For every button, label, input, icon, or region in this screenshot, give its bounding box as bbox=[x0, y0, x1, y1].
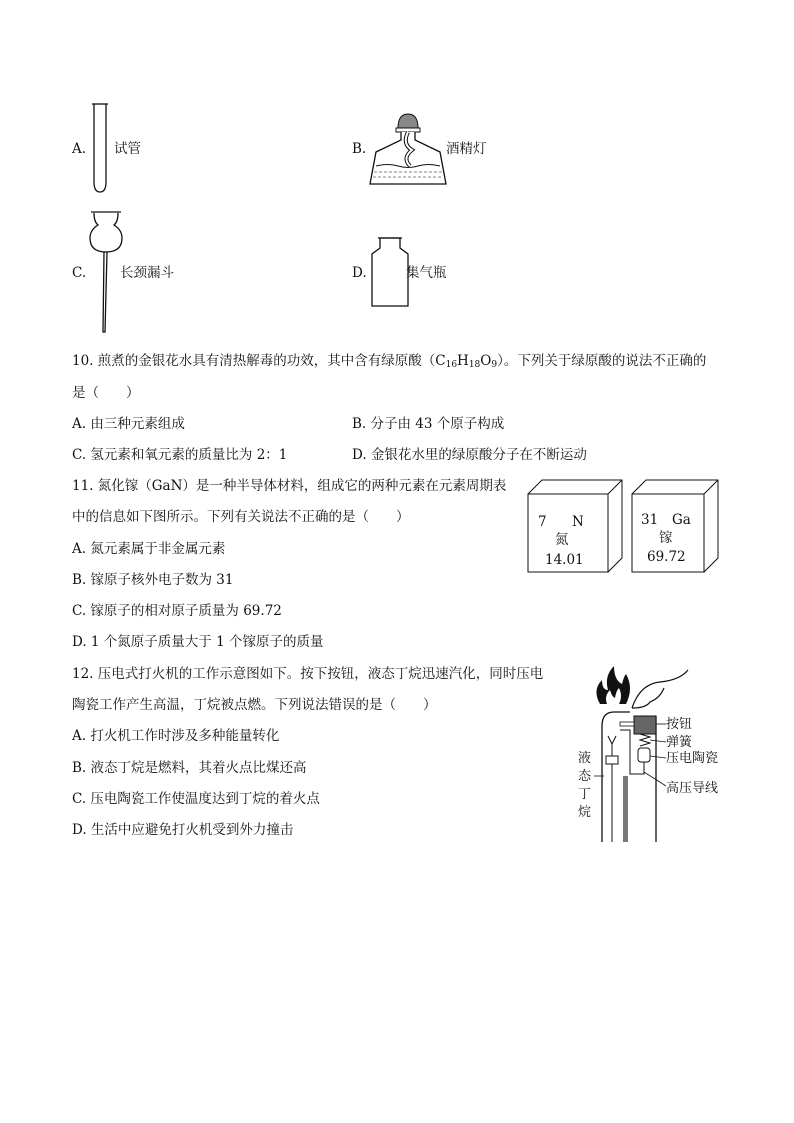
q12-stem-line2: 陶瓷工作产生高温，丁烷被点燃。下列说法错误的是（ ） bbox=[72, 697, 437, 713]
element-ga-name: 镓 bbox=[659, 530, 673, 546]
option-c-label: 长颈漏斗 bbox=[120, 265, 174, 281]
alcohol-lamp-icon bbox=[368, 108, 450, 190]
test-tube-icon bbox=[86, 100, 116, 195]
q11-option-c: C. 镓原子的相对原子质量为 69.72 bbox=[72, 603, 282, 619]
q12-option-d: D. 生活中应避免打火机受到外力撞击 bbox=[72, 822, 294, 838]
option-b-label: 酒精灯 bbox=[446, 141, 487, 157]
label-butane-4: 烷 bbox=[578, 805, 592, 820]
q10-sub-o: 9 bbox=[491, 360, 498, 370]
element-n-symbol: N bbox=[572, 514, 584, 530]
label-piezo: 压电陶瓷 bbox=[666, 751, 719, 766]
q10-option-c: C. 氢元素和氧元素的质量比为 2：1 bbox=[72, 447, 288, 463]
label-wire: 高压导线 bbox=[666, 781, 719, 796]
q10-stem-line2: 是（ ） bbox=[72, 385, 140, 401]
q10-stem-line1 bbox=[72, 352, 706, 374]
q12-option-b: B. 液态丁烷是燃料，其着火点比煤还高 bbox=[72, 760, 307, 776]
element-n-mass: 14.01 bbox=[545, 552, 584, 568]
element-ga-number: 31 bbox=[641, 512, 659, 528]
element-ga-mass: 69.72 bbox=[647, 549, 686, 565]
label-butane-2: 态 bbox=[578, 769, 592, 784]
q10-stem-pre: 10. 煎煮的金银花水具有清热解毒的功效，其中含有绿原酸（C bbox=[72, 353, 446, 369]
q10-option-b: B. 分子由 43 个原子构成 bbox=[352, 416, 505, 432]
q12-option-a: A. 打火机工作时涉及多种能量转化 bbox=[72, 728, 280, 744]
option-b-letter: B. bbox=[352, 141, 367, 157]
option-d-label: 集气瓶 bbox=[406, 265, 447, 281]
q10-sub-h: 18 bbox=[468, 360, 481, 370]
q11-option-a: A. 氮元素属于非金属元素 bbox=[72, 541, 226, 557]
q10-stem-post: ）。下列关于绿原酸的说法不正确的 bbox=[497, 353, 707, 369]
option-a-letter: A. bbox=[72, 141, 87, 157]
option-a-label: 试管 bbox=[114, 141, 141, 157]
element-n-number: 7 bbox=[538, 514, 547, 530]
q11-option-b: B. 镓原子核外电子数为 31 bbox=[72, 572, 234, 588]
label-button: 按钮 bbox=[666, 717, 693, 732]
q10-option-a: A. 由三种元素组成 bbox=[72, 416, 185, 432]
q11-stem-line1: 11. 氮化镓（GaN）是一种半导体材料，组成它的两种元素在元素周期表 bbox=[72, 478, 507, 494]
option-c-letter: C. bbox=[72, 265, 87, 281]
q12-stem-line1: 12. 压电式打火机的工作示意图如下。按下按钮，液态丁烷迅速汽化，同时压电 bbox=[72, 666, 544, 682]
element-ga-symbol: Ga bbox=[672, 512, 691, 528]
label-butane-3: 丁 bbox=[578, 787, 592, 802]
q10-sub-c: 16 bbox=[445, 360, 458, 370]
q11-option-d: D. 1 个氮原子质量大于 1 个镓原子的质量 bbox=[72, 634, 324, 650]
option-d-letter: D. bbox=[352, 265, 367, 281]
label-butane-1: 液 bbox=[578, 751, 592, 766]
label-spring: 弹簧 bbox=[666, 735, 693, 750]
q10-o: O bbox=[480, 353, 492, 369]
q12-option-c: C. 压电陶瓷工作使温度达到丁烷的着火点 bbox=[72, 791, 320, 807]
q11-stem-line2: 中的信息如下图所示。下列有关说法不正确的是（ ） bbox=[72, 509, 410, 525]
q10-h: H bbox=[457, 353, 469, 369]
q10-option-d: D. 金银花水里的绿原酸分子在不断运动 bbox=[352, 447, 587, 463]
element-n-name: 氮 bbox=[555, 532, 569, 548]
